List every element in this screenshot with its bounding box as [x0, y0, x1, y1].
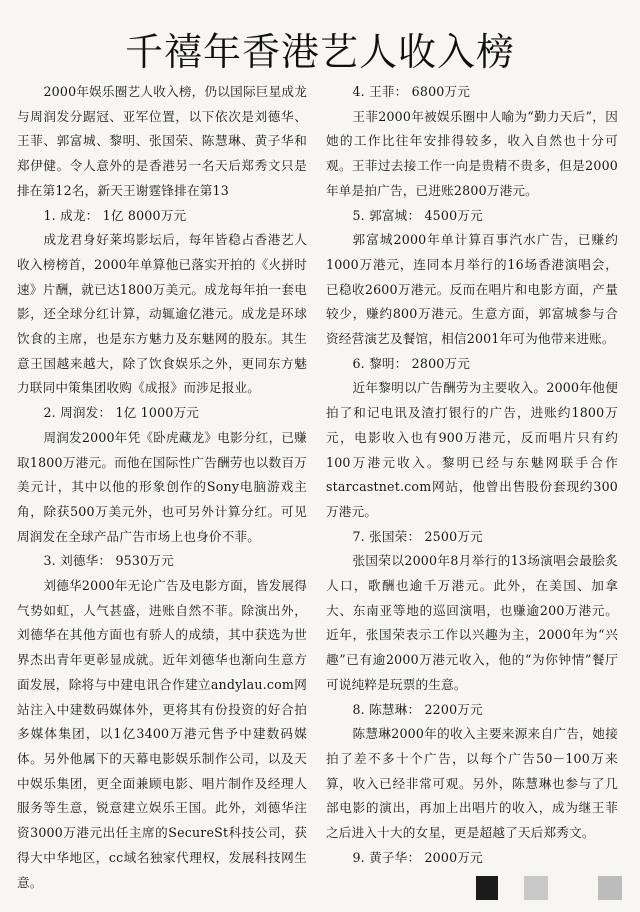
ranking-heading: 8. 陈慧琳： 2200万元: [352, 701, 483, 717]
article-paragraph: 陈慧琳2000年的收入主要来源来自广告，她接拍了差不多十个广告，以每个广告50－100万来算，收入已经非常可观。另外，陈慧琳也参与了几部电影的演出，再加上出唱片的收入，成为继王菲之后进入十大的女星，更是超越了天后郑秀文。: [326, 726, 618, 841]
article-paragraph: 郭富城2000年单计算百事汽水广告，已赚约1000万港元，连同本月举行的16场香港演唱会，已稳收2600万港元。反而在唱片和电影方面，产量较少，赚约800万港元。生意方面，郭富城参与合资经营演艺及餐馆，相信2001年可为他带来进账。: [326, 232, 618, 347]
ranking-heading: 2. 周润发： 1亿 1000万元: [43, 405, 200, 421]
article-paragraph: 2000年娱乐圈艺人收入榜，仍以国际巨星成龙与周润发分踞冠、亚军位置，以下依次是刘德华、王菲、郭富城、黎明、张国荣、陈慧琳、黄子华和郑伊健。令人意外的是香港另一名天后郑秀文只是排在第12名，新天王谢霆锋排在第13: [17, 84, 307, 198]
dark-block: [476, 876, 498, 900]
ranking-heading: 9. 黄子华： 2000万元: [352, 849, 483, 865]
article-paragraph: 刘德华2000年无论广告及电影方面，皆发展得气势如虹，人气甚盛，进账自然不菲。除演出外，刘德华在其他方面也有骄人的成绩，其中获选为世界杰出青年更彰显成就。近年刘德华也渐向生意方面发展，除将与中建电讯合作建立andylau.com网站注入中建数码媒体外，更将其有份投资的好合拍多媒体集团，以1亿3400万港元售予中建数码媒体。另外他属下的天幕电影娱乐制作公司，以及天中娱乐集团，更全面兼顾电影、唱片制作及经理人服务等生意，锐意建立娱乐王国。此外，刘德华注资3000万港元出任主席的SecureSt科技公司，获得大中华地区，cc域名独家代理权，发展科技网生意。: [17, 578, 307, 890]
article-title: 千禧年香港艺人收入榜: [124, 30, 515, 74]
ranking-heading: 6. 黎明： 2800万元: [352, 355, 471, 371]
gray-block: [598, 876, 622, 900]
article-paragraph: 周润发2000年凭《卧虎藏龙》电影分红，已赚取1800万港元。而他在国际性广告酬劳也以数百万美元计，其中以他的形象创作的Sony电脑游戏主角，除获500万美元外，也可另外计算分红。可见周润发在全球产品广告市场上也身价不菲。: [17, 429, 307, 544]
article-paragraph: 成龙君身好莱坞影坛后，每年皆稳占香港艺人收入榜榜首，2000年单算他已落实开拍的《火拼时速》片酬，就已达1800万美元。成龙每年拍一套电影，还全球分红计算，动辄逾亿港元。成龙是环球饮食的主席，也是东方魅力及东魅网的股东。其生意王国越来越大，除了饮食娱乐之外，更同东方魅力联同中策集团收购《成报》而涉足报业。: [17, 232, 307, 396]
scan-artifacts: [476, 876, 636, 902]
article-paragraph: 张国荣以2000年8月举行的13场演唱会最脍炙人口，歌酬也逾千万港元。此外，在美国、加拿大、东南亚等地的巡回演唱，也赚逾200万港元。近年，张国荣表示工作以兴趣为主，2000年为“兴趣”已有逾2000万港元收入，他的“为你钟情”餐厅可说纯粹是玩票的生意。: [326, 553, 618, 692]
ranking-heading: 1. 成龙： 1亿 8000万元: [43, 207, 187, 223]
ranking-heading: 3. 刘德华： 9530万元: [43, 553, 174, 569]
article-paragraph: 王菲2000年被娱乐圈中人喻为“勤力天后”，因她的工作比往年安排得较多，收入自然也十分可观。王菲过去接工作一向是贵精不贵多，但是2000年单是拍广告，已进账2800万港元。: [326, 108, 618, 198]
gray-block: [524, 876, 548, 900]
left-column: [17, 80, 307, 895]
ranking-heading: 4. 王菲： 6800万元: [352, 84, 471, 99]
right-column: [326, 80, 618, 871]
article-paragraph: 近年黎明以广告酬劳为主要收入。2000年他便拍了和记电讯及渣打银行的广告，进账约1800万元，电影收入也有900万港元，反而唱片只有约100万港元收入。黎明已经与东魅网联手合作starcastnet.com网站，他曾出售股份套现约300万港元。: [326, 380, 618, 519]
ranking-heading: 7. 张国荣： 2500万元: [352, 528, 483, 544]
ranking-heading: 5. 郭富城： 4500万元: [352, 207, 483, 223]
